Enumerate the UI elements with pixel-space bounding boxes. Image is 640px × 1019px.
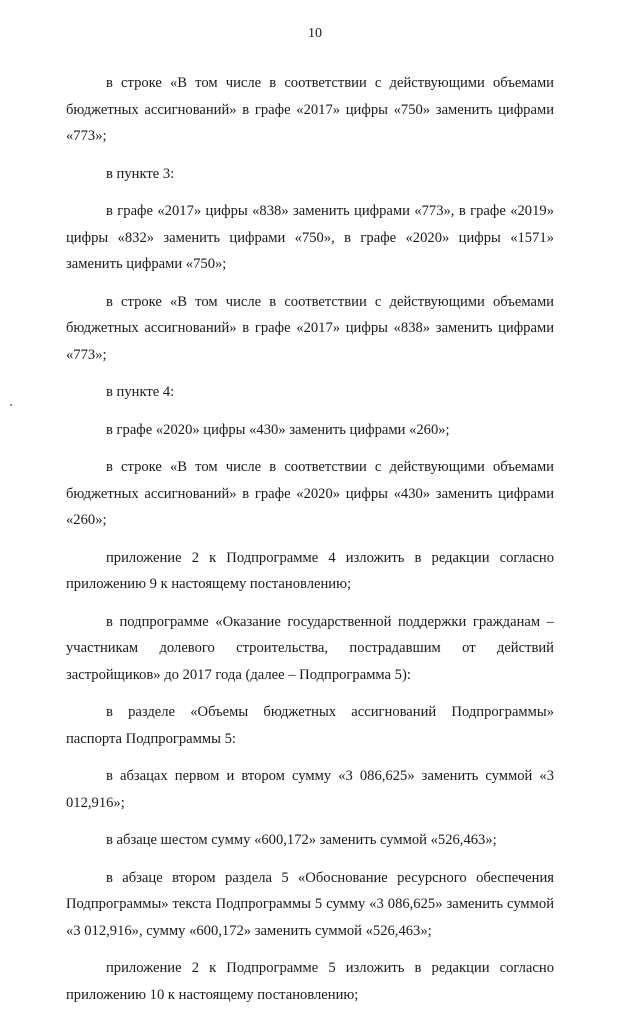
- page-number: 10: [308, 26, 322, 41]
- paragraph: приложение 2 к Подпрограмме 5 изложить в редакции согласно приложению 10 к настоящему постановлению;: [66, 960, 554, 1003]
- paragraph: в подпрограмме «Оказание государственной поддержки гражданам – участникам долевого строительства, пострадавшим от действий застройщиков» до 2017 года (далее – Подпрограмма 5):: [66, 613, 554, 683]
- scan-mark: [10, 404, 12, 406]
- paragraph: в абзаце шестом сумму «600,172» заменить суммой «526,463»;: [106, 832, 497, 848]
- paragraph: в строке «В том числе в соответствии с действующими объемами бюджетных ассигнований» в графе «2017» цифры «838» заменить цифрами «773»;: [66, 293, 554, 363]
- paragraph: в строке «В том числе в соответствии с действующими объемами бюджетных ассигнований» в графе «2020» цифры «430» заменить цифрами «260»;: [66, 459, 554, 528]
- paragraph: приложение 2 к Подпрограмме 4 изложить в редакции согласно приложению 9 к настоящему постановлению;: [66, 549, 554, 592]
- paragraph: в пункте 4:: [106, 384, 175, 400]
- document-body: [66, 70, 554, 1019]
- paragraph: в абзаце втором раздела 5 «Обоснование ресурсного обеспечения Подпрограммы» текста Подпрограммы 5 сумму «3 086,625» заменить суммой «3 012,916», сумму «600,172» заменить суммой «526,463»;: [66, 869, 554, 939]
- paragraph: в строке «В том числе в соответствии с действующими объемами бюджетных ассигнований» в графе «2017» цифры «750» заменить цифрами «773»;: [66, 75, 554, 144]
- paragraph: в абзацах первом и втором сумму «3 086,625» заменить суммой «3 012,916»;: [66, 768, 554, 811]
- paragraph: в разделе «Объемы бюджетных ассигнований Подпрограммы» паспорта Подпрограммы 5:: [66, 704, 554, 747]
- paragraph: в графе «2020» цифры «430» заменить цифрами «260»;: [106, 421, 450, 438]
- paragraph: в пункте 3:: [106, 165, 175, 182]
- paragraph: в графе «2017» цифры «838» заменить цифрами «773», в графе «2019» цифры «832» заменить цифрами «750», в графе «2020» цифры «1571» заменить цифрами «750»;: [66, 203, 554, 272]
